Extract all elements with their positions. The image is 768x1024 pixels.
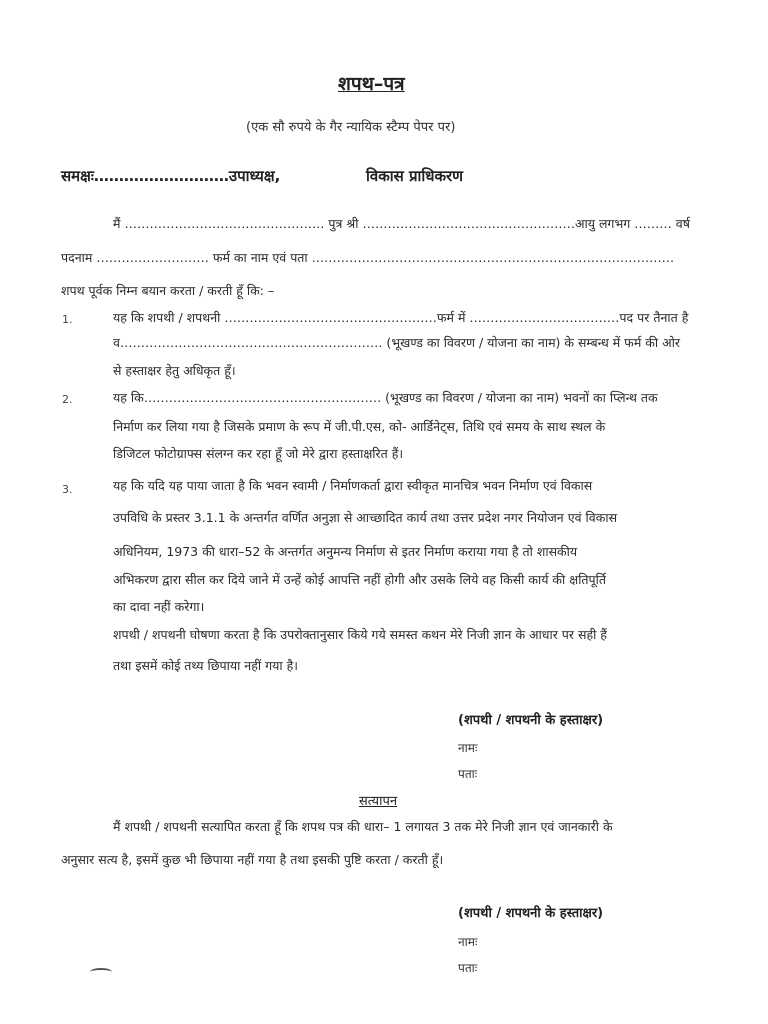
verification-line: अनुसार सत्य है, इसमें कुछ भी छिपाया नहीं गया है तथा इसकी पुष्टि करता / करती हूँ। [61,852,444,867]
name-label: नामः [458,741,478,755]
item-number: 2. [62,393,73,406]
item-1-line: से हस्ताक्षर हेतु अधिकृत हूँ। [113,363,236,378]
document-title: शपथ–पत्र [338,73,405,95]
item-3-line: अधिनियम, 1973 की धारा–52 के अन्तर्गत अनुमन्य निर्माण से इतर निर्माण कराया गया है तो शासकीय [113,544,578,559]
item-2-line: डिजिटल फोटोग्राफ्स संलग्न कर रहा हूँ जो मेरे द्वारा हस्ताक्षरित हैं। [113,446,404,461]
item-number: 3. [62,483,73,496]
item-3-line: अभिकरण द्वारा सील कर दिये जाने में उन्हें कोई आपत्ति नहीं होगी और उसके लिये वह किसी कार्य की क्षतिपूर्ति [113,572,607,587]
item-3-line: उपविधि के प्रस्तर 3.1.1 के अन्तर्गत वर्णित अनुज्ञा से आच्छादित कार्य तथा उत्तर प्रदेश नगर नियोजन एवं विकास [113,510,618,525]
designation-line: पदनाम ……………………… फर्म का नाम एवं पता …………………………………………………………………………… [61,250,675,265]
intro-statement: शपथ पूर्वक निम्न बयान करता / करती हूँ कि: – [61,283,275,298]
verification-line: मैं शपथी / शपथनी सत्यापित करता हूँ कि शपथ पत्र की धारा– 1 लगायत 3 तक मेरे निजी ज्ञान एवं जानकारी के [113,819,613,834]
page-mark [90,968,112,976]
item-number: 1. [62,313,73,326]
address-label: पताः [458,961,478,975]
deponent-line: मैं ………………………………………… पुत्र श्री ……………………………………………आयु लगभग ……… वर्ष [113,216,690,231]
address-label: पताः [458,767,478,781]
document-subtitle: (एक सौ रुपये के गैर न्यायिक स्टैम्प पेपर पर) [246,120,456,135]
item-1-line: व……………………………………………………… (भूखण्ड का विवरण / योजना का नाम) के सम्बन्ध में फर्म की ओर [113,335,680,350]
header-samaksh: समक्षः………………………उपाध्यक्ष, [61,167,281,185]
header-authority: विकास प्राधिकरण [366,167,464,185]
signature-label: (शपथी / शपथनी के हस्ताक्षर) [458,713,604,728]
item-1-line: यह कि शपथी / शपथनी ……………………………………………फर्म में ………………………………पद पर तैनात है [113,310,689,325]
item-3-line: यह कि यदि यह पाया जाता है कि भवन स्वामी / निर्माणकर्ता द्वारा स्वीकृत मानचित्र भवन निर्माण एवं विकास [113,478,593,493]
signature-label: (शपथी / शपथनी के हस्ताक्षर) [458,906,604,921]
declaration-line: शपथी / शपथनी घोषणा करता है कि उपरोक्तानुसार किये गये समस्त कथन मेरे निजी ज्ञान के आधार पर सही हैं [113,627,607,642]
verification-heading: सत्यापन [359,794,398,809]
item-3-line: का दावा नहीं करेगा। [113,599,205,614]
item-2-line: निर्माण कर लिया गया है जिसके प्रमाण के रूप में जी.पी.एस, को- आर्डिनेट्स, तिथि एवं समय के साथ स्थल के [113,419,606,434]
declaration-line: तथा इसमें कोई तथ्य छिपाया नहीं गया है। [113,658,298,673]
item-2-line: यह कि………………………………………………… (भूखण्ड का विवरण / योजना का नाम) भवनों का प्लिन्थ तक [113,390,658,405]
name-label: नामः [458,935,478,949]
